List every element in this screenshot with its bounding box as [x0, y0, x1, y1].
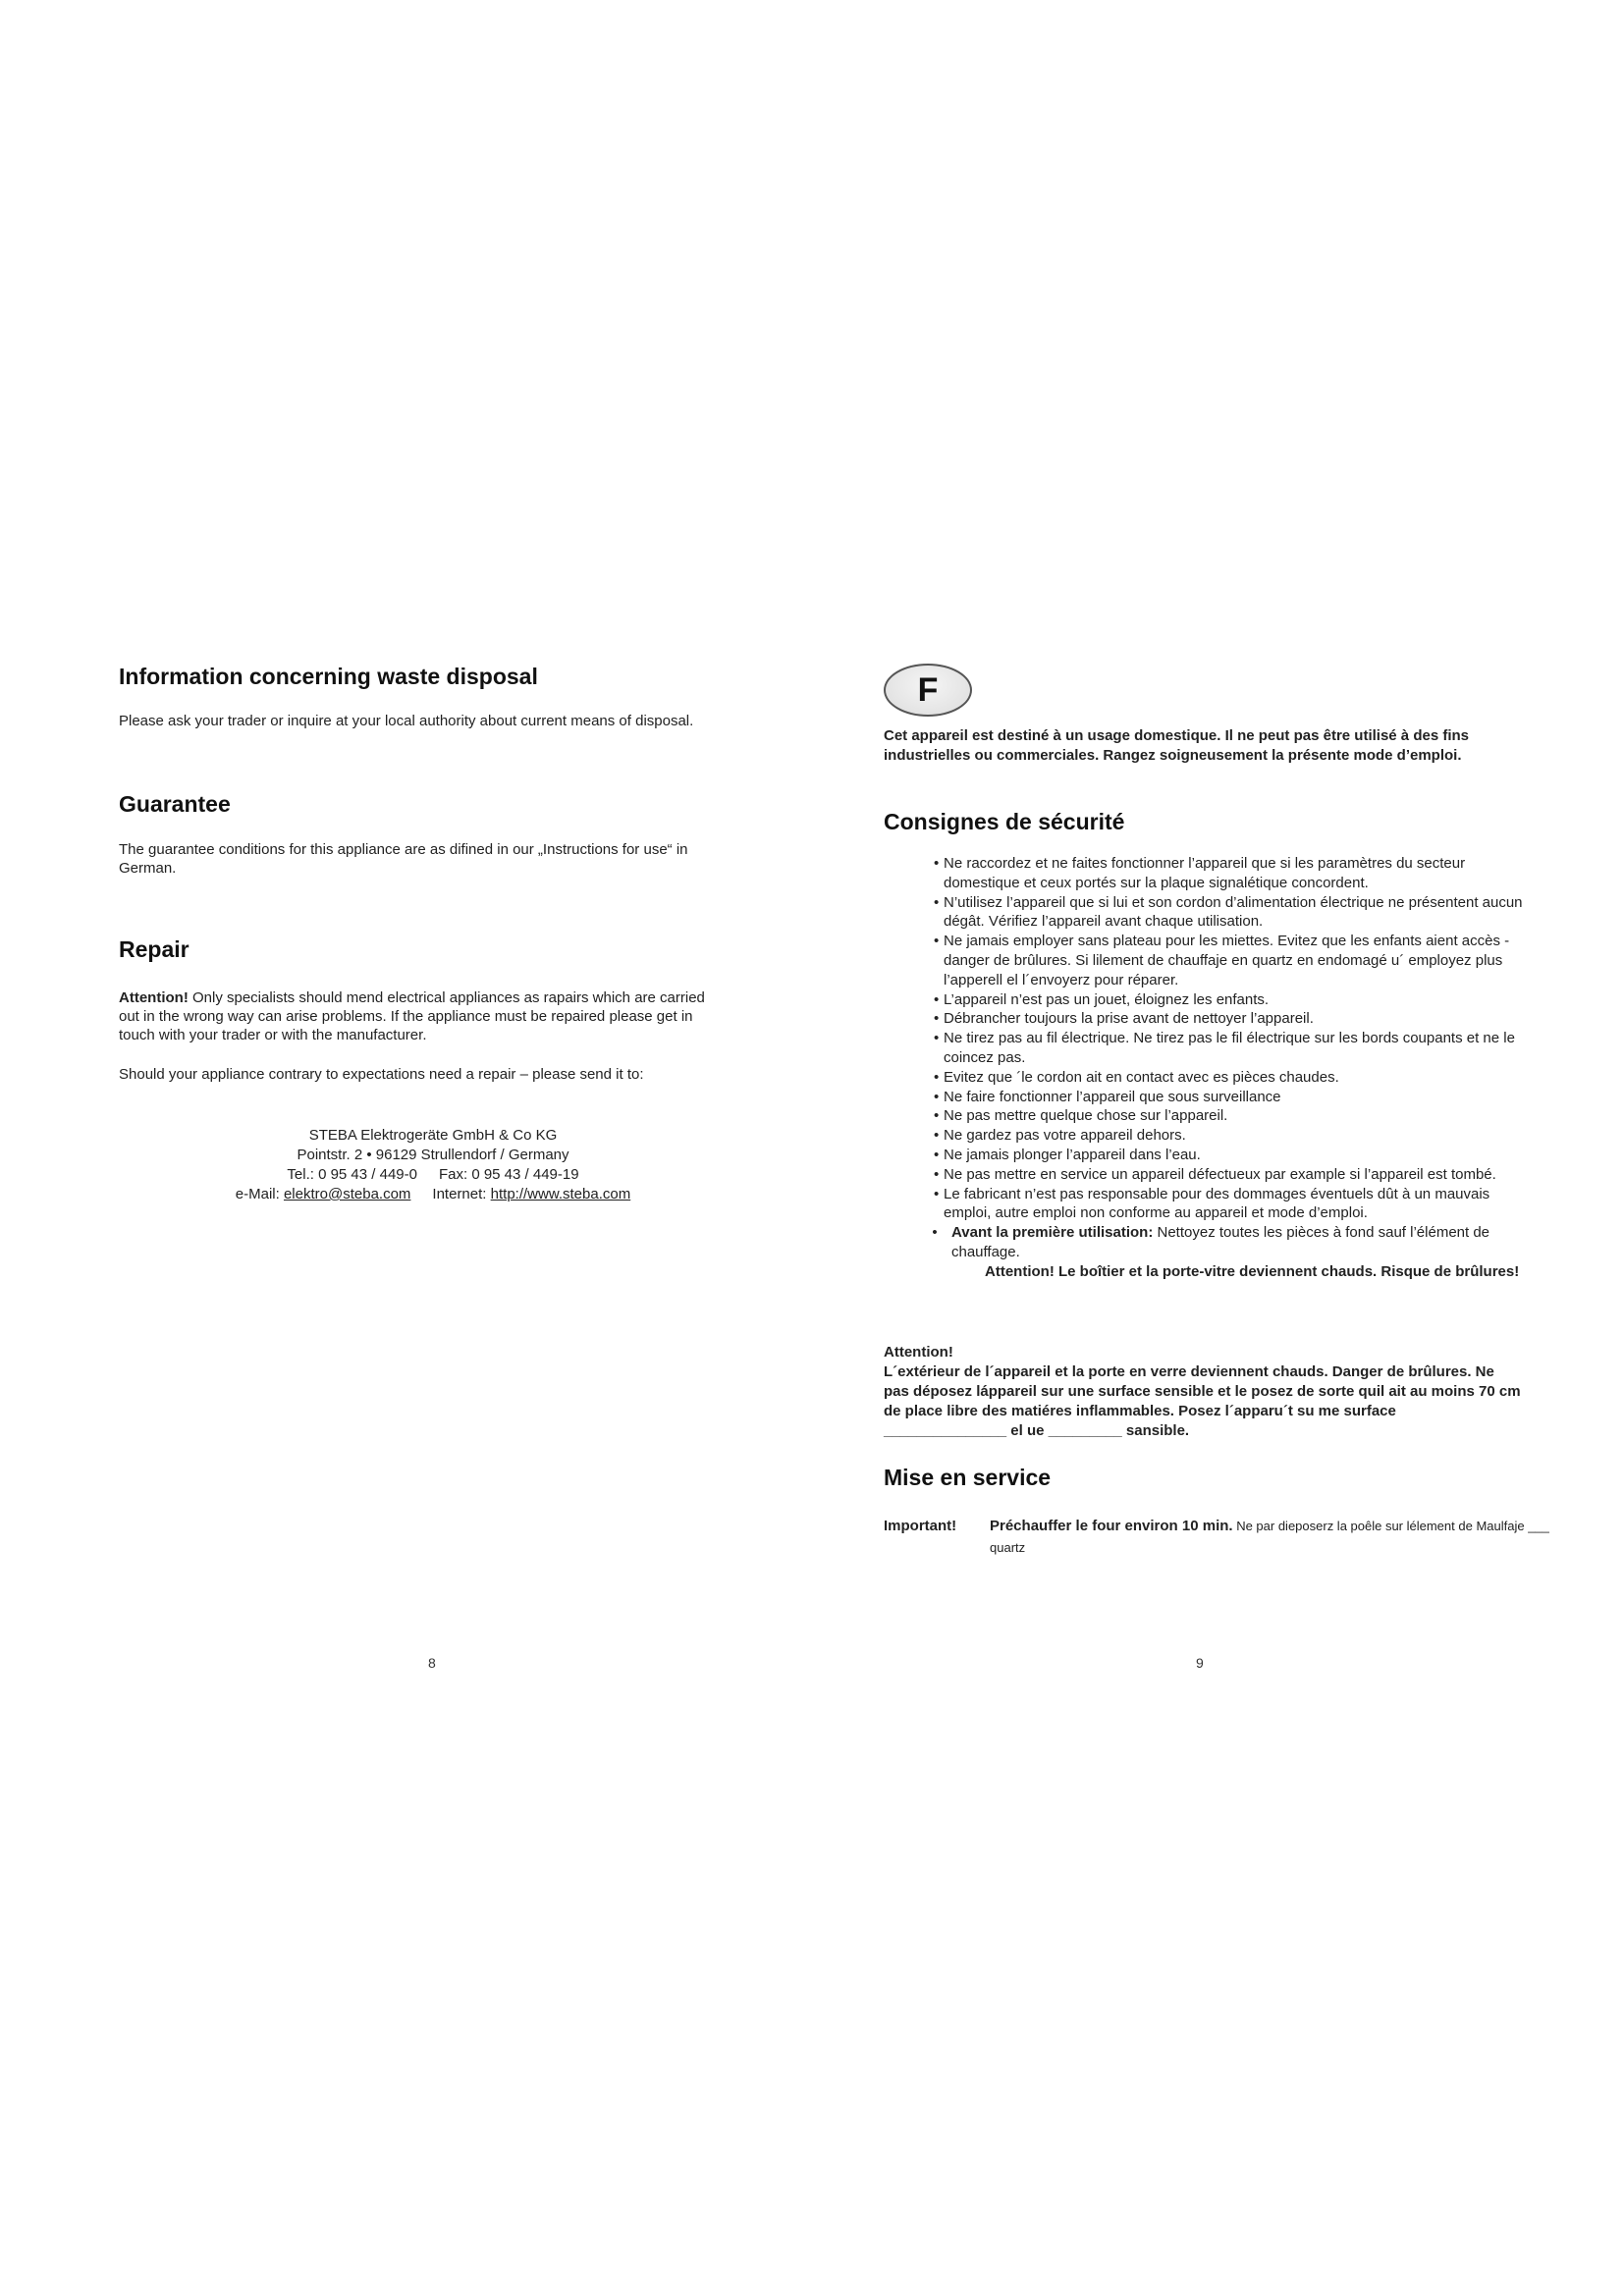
important-note: [884, 1516, 1551, 1559]
list-item: • L’appareil n’est pas un jouet, éloignez les enfants.: [934, 990, 1270, 1008]
first-use-warning: Attention! Le boîtier et la porte-vitre deviennent chauds. Risque de brûlures!: [985, 1262, 1520, 1280]
list-item: • Ne faire fonctionner l’appareil que sous surveillance: [934, 1088, 1281, 1105]
language-badge: F: [884, 664, 972, 717]
manufacturer-address: [119, 1126, 747, 1204]
list-item: • Evitez que ´le cordon ait en contact avec es pièces chaudes.: [934, 1068, 1339, 1086]
waste-disposal-heading: Information concerning waste disposal: [119, 664, 538, 689]
list-item: • Ne tirez pas au fil électrique. Ne tirez pas le fil électrique sur les bords coupants et ne le coincez pas.: [934, 1030, 1515, 1066]
address-fax: Fax: 0 95 43 / 449-19: [438, 1166, 579, 1183]
repair-heading: Repair: [119, 936, 189, 962]
repair-send-text: Should your appliance contrary to expectations need a repair – please send it to:: [119, 1066, 644, 1083]
guarantee-text: The guarantee conditions for this appliance are as difined in our „Instructions for use“ in German.: [119, 841, 688, 877]
first-use-text: Nettoyez toutes les pièces à fond sauf l’élément de chauffage.: [951, 1224, 1490, 1260]
attention-text: L´extérieur de l´appareil et la porte en verre deviennent chauds. Danger de brûlures. Ne pas déposez láppareil sur une surface sensible et le posez de sorte quil ait au moins 70 cm de place libre des matiéres inflammables. Posez l´apparu´t su me surface _______________ el ue _________ sansible.: [884, 1363, 1521, 1439]
list-item: • Débrancher toujours la prise avant de nettoyer l’appareil.: [934, 1010, 1314, 1028]
important-label: Important!: [884, 1518, 957, 1534]
page-number-right: 9: [1196, 1655, 1204, 1671]
important-text: Ne par dieposerz la poêle sur lélement de Maulfaje ___ quartz: [990, 1519, 1549, 1555]
first-use-item: • Avant la première utilisation: Nettoyez toutes les pièces à fond sauf l’élément de chauffage. Attention! Le boîtier et la porte-vitre deviennent chauds. Risque de brûlures!: [918, 1223, 1535, 1281]
list-item: • N’utilisez l’appareil que si lui et son cordon d’alimentation électrique ne présentent aucun dégât. Vérifiez l’appareil avant chaque utilisation.: [934, 893, 1523, 931]
list-item: • Ne jamais employer sans plateau pour les miettes. Evitez que les enfants aient accès - danger de brûlures. Si lilement de chauffaje en quartz en endomagé u´ employez plus l’apperell el l´envoyerz pour réparer.: [934, 933, 1510, 988]
right-page: [812, 0, 1624, 2296]
list-item: • Ne jamais plonger l’appareil dans l’eau.: [934, 1146, 1201, 1163]
attention-block: [884, 1343, 1522, 1441]
repair-attention-label: Attention!: [119, 989, 189, 1006]
address-contact-row: [119, 1185, 747, 1204]
address-company: STEBA Elektrogeräte GmbH & Co KG: [308, 1127, 558, 1144]
french-intro: Cet appareil est destiné à un usage domestique. Il ne peut pas être utilisé à des fins industrielles ou commerciales. Rangez soigneusement la présente mode d’emploi.: [884, 727, 1470, 764]
address-tel: Tel.: 0 95 43 / 449-0: [287, 1166, 417, 1183]
mise-en-service-heading: Mise en service: [884, 1465, 1052, 1490]
first-use-label: Avant la première utilisation:: [951, 1224, 1154, 1242]
address-phone-row: [119, 1165, 747, 1185]
safety-list: [918, 854, 1535, 1282]
list-item: • Ne raccordez et ne faites fonctionner l’appareil que si les paramètres du secteur domestique et ceux portés sur la plaque signalétique concordent.: [934, 855, 1466, 891]
guarantee-heading: Guarantee: [119, 791, 231, 817]
page-number-left: 8: [428, 1655, 436, 1671]
email-link[interactable]: elektro@steba.com: [283, 1186, 411, 1202]
waste-disposal-text: Please ask your trader or inquire at your local authority about current means of disposal.: [119, 713, 694, 729]
list-item: • Ne pas mettre quelque chose sur l’appareil.: [934, 1107, 1228, 1125]
attention-title: Attention!: [884, 1344, 953, 1361]
repair-body: Only specialists should mend electrical appliances as rapairs which are carried out in the wrong way can arise problems. If the appliance must be repaired please get in touch with your trader or with the manufacturer.: [119, 989, 705, 1043]
safety-heading: Consignes de sécurité: [884, 809, 1125, 834]
internet-label: Internet:: [432, 1186, 487, 1202]
website-link[interactable]: http://www.steba.com: [490, 1186, 631, 1202]
important-bold: Préchauffer le four environ 10 min.: [990, 1518, 1233, 1534]
list-item: • Ne gardez pas votre appareil dehors.: [934, 1127, 1186, 1145]
email-label: e-Mail:: [235, 1186, 280, 1202]
repair-text: [119, 988, 728, 1044]
list-item: • Le fabricant n’est pas responsable pour des dommages éventuels dût à un mauvais emploi, autre emploi non conforme au appareil et mode d’emploi.: [934, 1185, 1490, 1222]
address-street: Pointstr. 2 • 96129 Strullendorf / Germany: [297, 1147, 569, 1163]
list-item: • Ne pas mettre en service un appareil défectueux par example si l’appareil est tombé.: [934, 1165, 1496, 1183]
